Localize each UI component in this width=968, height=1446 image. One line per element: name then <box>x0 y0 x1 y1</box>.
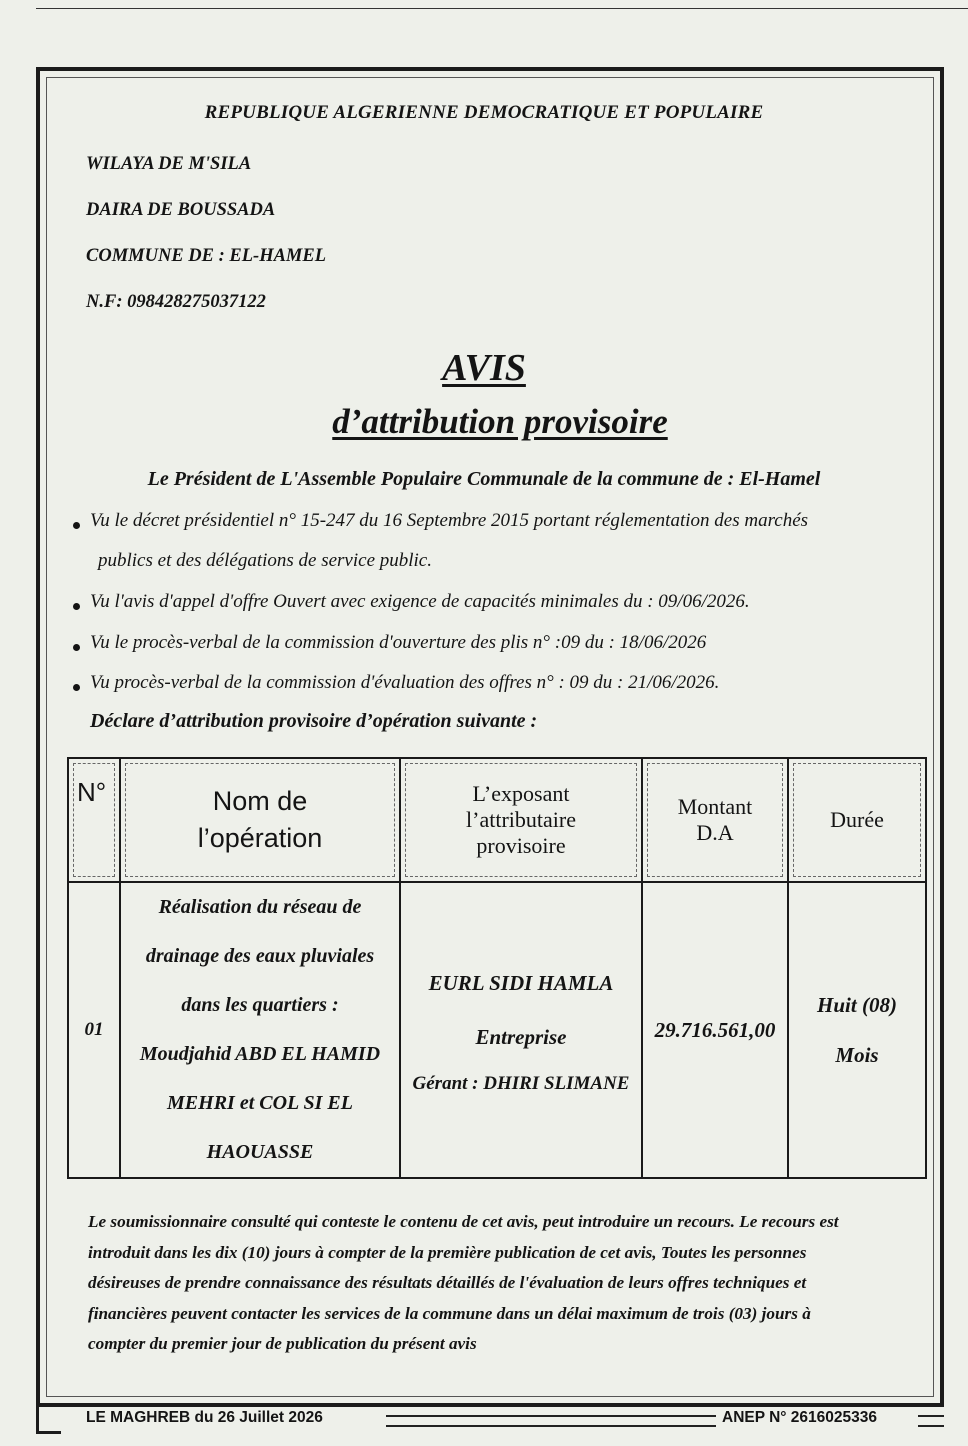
president-line: Le Président de L'Assemble Populaire Communale de la commune de : El-Hamel <box>147 468 821 490</box>
attributaire-name: EURL SIDI HAMLA <box>428 971 614 995</box>
recours-line: désireuses de prendre connaissance des résultats détaillés de l'évaluation de leurs offres techniques et <box>88 1273 807 1292</box>
operation-line: Moudjahid ABD EL HAMID <box>139 1043 381 1065</box>
header-montant <box>642 758 788 882</box>
bullet-icon <box>73 644 80 651</box>
nf-line: N.F: 098428275037122 <box>86 292 266 312</box>
publication-source: LE MAGHREB du 26 Juillet 2026 <box>86 1409 323 1426</box>
duree-line1: Huit (08) <box>817 993 897 1017</box>
bar-corner <box>36 1405 61 1434</box>
recours-line: introduit dans les dix (10) jours à compter de la première publication de cet avis, Toutes les personnes <box>88 1242 807 1262</box>
row-attributaire <box>400 882 642 1178</box>
bullet-icon <box>73 522 80 529</box>
consideration-decree-line2: publics et des délégations de service public. <box>98 550 432 571</box>
attribution-table <box>67 757 927 1179</box>
header-duree <box>788 758 926 882</box>
daira-line: DAIRA DE BOUSSADA <box>86 200 276 220</box>
table-header-row <box>68 758 926 882</box>
attributaire-gerant: Gérant : DHIRI SLIMANE <box>412 1073 630 1094</box>
consideration-decree-line1: Vu le décret présidentiel n° 15-247 du 16 Septembre 2015 portant réglementation des marchés <box>90 510 809 531</box>
publication-bar <box>36 1405 944 1435</box>
bar-rule-end <box>918 1415 944 1427</box>
duree-line2: Mois <box>835 1043 879 1067</box>
recours-line: Le soumissionnaire consulté qui conteste le contenu de cet avis, peut introduire un recours. Le recours est <box>88 1212 839 1231</box>
wilaya-line: WILAYA DE M'SILA <box>86 154 252 174</box>
header-attributaire-line3: provisoire <box>476 833 566 858</box>
bar-rule <box>386 1415 716 1427</box>
header-attributaire-line1: L’exposant <box>472 781 570 806</box>
consideration-ouverture-plis: Vu le procès-verbal de la commission d'ouverture des plis n° :09 du : 18/06/2026 <box>90 632 707 653</box>
header-operation-line1: Nom de <box>212 786 308 816</box>
row-duree <box>788 882 926 1178</box>
bullet-icon <box>73 603 80 610</box>
header-montant-line2: D.A <box>696 820 734 845</box>
recours-paragraph <box>88 1207 896 1360</box>
attributaire-type: Entreprise <box>475 1025 567 1049</box>
header-operation-line2: l’opération <box>197 823 323 853</box>
avis-title: AVIS <box>442 347 526 389</box>
row-operation <box>120 882 400 1178</box>
operation-line: MEHRI et COL SI EL <box>167 1092 353 1114</box>
recours-line: compter du premier jour de publication du présent avis <box>88 1334 477 1353</box>
consideration-appel-offre: Vu l'avis d'appel d'offre Ouvert avec exigence de capacités minimales du : 09/06/2026. <box>90 591 750 612</box>
table-row <box>68 882 926 1178</box>
row-no: 01 <box>68 882 120 1178</box>
notice-frame-inner <box>46 77 934 1397</box>
bullet-icon <box>73 684 80 691</box>
notice-frame <box>36 67 944 1407</box>
operation-line: dans les quartiers : <box>181 994 339 1016</box>
header-attributaire <box>400 758 642 882</box>
recours-line: financières peuvent contacter les services de la commune dans un délai maximum de trois (03) jours à <box>88 1303 811 1323</box>
operation-line: Réalisation du réseau de <box>158 896 362 918</box>
header-attributaire-line2: l’attributaire <box>466 807 576 832</box>
operation-line: HAOUASSE <box>206 1141 314 1163</box>
republic-title: REPUBLIQUE ALGERIENNE DEMOCRATIQUE ET POPULAIRE <box>204 102 764 123</box>
top-rule <box>36 8 968 9</box>
anep-number: ANEP N° 2616025336 <box>722 1409 877 1426</box>
header-duree-label: Durée <box>830 807 884 832</box>
commune-line: COMMUNE DE : EL-HAMEL <box>86 246 327 266</box>
header-no <box>68 758 120 882</box>
avis-subtitle: d’attribution provisoire <box>332 402 668 441</box>
consideration-evaluation-offres: Vu procès-verbal de la commission d'évaluation des offres n° : 09 du : 21/06/2026. <box>90 672 720 693</box>
header-montant-line1: Montant <box>677 794 753 819</box>
header-no-label: N° <box>77 777 107 807</box>
declare-line: Déclare d’attribution provisoire d’opération suivante : <box>90 710 538 732</box>
header-operation <box>120 758 400 882</box>
operation-line: drainage des eaux pluviales <box>145 945 375 967</box>
row-montant: 29.716.561,00 <box>642 882 788 1178</box>
